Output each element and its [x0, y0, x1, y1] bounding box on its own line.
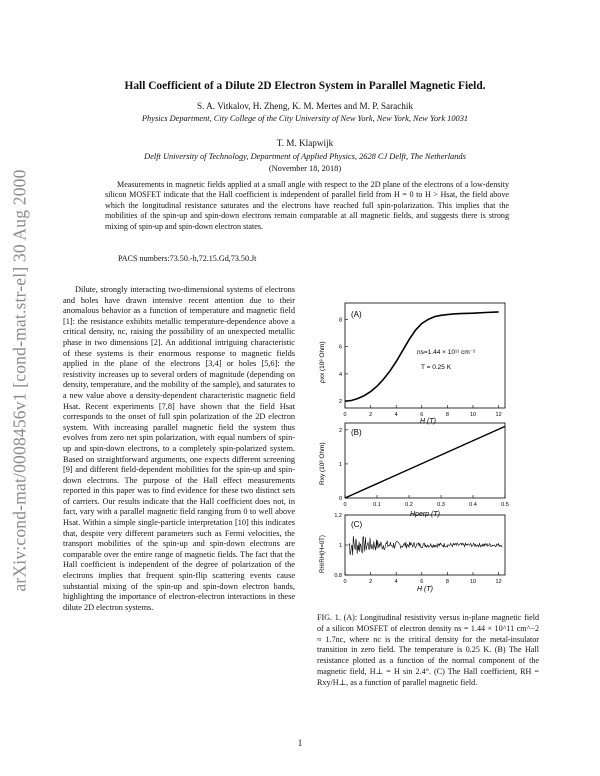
- panel-a-ytick-label: 6: [338, 344, 342, 351]
- affiliation-city-college: Physics Department, City College of the City University of New York, New York, New York 10031: [141, 114, 469, 123]
- panel-a-ytick-label: 2: [338, 399, 342, 406]
- panel-c-yticks: [334, 513, 348, 579]
- panel-b-xlabel: Hperp (T): [410, 511, 440, 518]
- panel-a-xticks: [343, 405, 501, 418]
- panel-a-ytick-label: 4: [338, 371, 342, 378]
- arxiv-stamp-text: arXiv:cond-mat/0008456v1 [cond-mat.str-el] 30 Aug 2000: [9, 168, 30, 592]
- panel-b-xtick-label: 0.1: [373, 502, 381, 508]
- panel-c: [320, 513, 505, 593]
- panel-c-xtick-label: 4: [394, 579, 398, 585]
- author-klapwijk: T. M. Klapwijk: [276, 138, 334, 148]
- paper-date: (November 18, 2018): [268, 164, 342, 173]
- panel-a-yticks: [339, 317, 348, 405]
- panel-c-xtick-label: 12: [495, 579, 502, 585]
- panel-a-xtick-label: 12: [495, 412, 502, 418]
- figure-caption: FIG. 1. (A): Longitudinal resistivity versus in-plane magnetic field of a silicon MOSFET of electron density ns = 1.44 × 10^11 cm^−2 ≈ 1.7nc, where nc is the critical density for the metal-insulator transition in zero field. The temperature is 0.25 K. (B) The Hall resistance plotted as a function of the normal component of the magnetic field, H⊥ = H sin 2.4°. (C) The Hall coefficient, RH = Rxy/H⊥, as a function of parallel magnetic field.: [317, 613, 539, 687]
- panel-c-xtick-label: 6: [420, 579, 424, 585]
- affiliation-delft: Delft University of Technology, Department of Applied Physics, 2628 CJ Delft, The Netherlands: [144, 152, 466, 161]
- panel-a-xtick-label: 6: [420, 412, 424, 418]
- panel-c-ytick-label: 1.2: [334, 513, 342, 519]
- panel-c-hall-coefficient-trace: [349, 536, 503, 555]
- panel-b-ylabel: Rxy (10³ Ohm): [319, 442, 326, 485]
- panel-b-xtick-label: 0.2: [405, 502, 413, 508]
- panel-b-xtick-label: 0.5: [501, 502, 509, 508]
- panel-c-xtick-label: 2: [369, 579, 373, 585]
- panel-a: [319, 303, 505, 425]
- abstract: Measurements in magnetic fields applied at a small angle with respect to the 2D plane of the electrons of a low-density silicon MOSFET indicate that the Hall coefficient is independent of parallel field from H = 0 to H > Hsat, the field above which the longitudinal resistance saturates and the electrons have reached full spin-polarization. This implies that the mobilities of the spin-up and spin-down electrons remain comparable at all magnetic fields, and suggests there is strong mixing of spin-up and spin-down electron states.: [105, 180, 509, 231]
- panel-c-xtick-label: 10: [469, 579, 477, 585]
- author-list: S. A. Vitkalov, H. Zheng, K. M. Mertes and M. P. Sarachik: [196, 101, 414, 111]
- panel-a-ylabel: ρxx (10³ Ohm): [319, 341, 326, 383]
- panel-a-xtick-label: 10: [469, 412, 477, 418]
- panel-b-ytick-label: 2: [338, 427, 342, 434]
- panel-a-density-annotation: ns=1.44 × 10¹¹ cm⁻²: [417, 349, 476, 356]
- figure-1-svg: [305, 295, 535, 595]
- panel-b: [319, 423, 509, 518]
- panel-a-xtick-label: 2: [369, 412, 373, 418]
- panel-b-ytick-label: 0: [338, 496, 342, 502]
- panel-a-xtick-label: 8: [445, 412, 449, 418]
- panel-a-label: (A): [351, 310, 362, 319]
- pacs-numbers: PACS numbers:73.50.-h,72.15.Gd,73.50.Jt: [118, 254, 257, 263]
- panel-b-hall-resistance-line: [345, 426, 505, 498]
- panel-c-xticks: [343, 572, 501, 585]
- panel-b-xtick-label: 0.3: [437, 502, 445, 508]
- panel-b-yticks: [339, 428, 348, 502]
- panel-a-xtick-label: 4: [394, 412, 398, 418]
- arxiv-identifier-stamp: [10, 150, 30, 610]
- panel-a-ytick-label: 8: [338, 317, 342, 324]
- panel-b-label: (B): [351, 428, 362, 437]
- paper-title: Hall Coefficient of a Dilute 2D Electron System in Parallel Magnetic Field.: [124, 80, 486, 92]
- panel-c-ytick-label: 1: [338, 543, 342, 549]
- panel-c-label: (C): [351, 520, 363, 529]
- body-paragraph: Dilute, strongly interacting two-dimensional systems of electrons and holes have drawn intensive recent attention due to their anomalous behavior as a function of temperature and magnetic field [1]: the resistance exhibits metallic temperature-dependence above a critical density, nc, raising the possibility of an unexpected metallic phase in two dimensions [2]. An additional intriguing characteristic of these systems is their enormous response to magnetic fields applied in the plane of the electrons [3,4] or holes [5,6]: the resistivity increases up to several orders of magnitude (depending on density, temperature, and the mobility of the sample), and saturates to a new value above a density-dependent characteristic magnetic field Hsat. Recent experiments [7,8] have shown that the field Hsat corresponds to the onset of full spin polarization of the 2D electron system. With increasing parallel magnetic field the system thus evolves from zero net spin polarization, with equal numbers of spin-up and spin-down electrons, to a completely spin-polarized system. Based on straightforward arguments, one expects different screening [9] and different field-dependent mobilities for the spin-up and spin-down electrons. The purpose of the Hall effect measurements reported in this paper was to find evidence for these two distinct sets of carriers. Our results indicate that the Hall coefficient does not, in fact, vary with a parallel magnetic field ranging from 0 to well above Hsat. Within a simple single-particle interpretation [10] this indicates that, despite very different parameters such as Fermi velocities, the transport mobilities of the spin-up and spin-down electrons are comparable over the entire range of magnetic fields. The fact that the Hall coefficient is independent of the degree of polarization of the electrons implies that frequent spin-flip scattering events cause substantial mixing of the spin-up and spin-down electron bands, highlighting the importance of electron-electron interactions in these dilute 2D electron systems.: [63, 285, 295, 612]
- panel-a-xlabel: H (T): [420, 418, 436, 425]
- panel-b-xtick-label: 0.4: [469, 502, 477, 508]
- panel-a-xtick-label: 0: [343, 412, 347, 418]
- panel-c-ytick-label: 0.8: [334, 573, 342, 579]
- panel-c-xtick-label: 8: [445, 579, 449, 585]
- page-number: 1: [297, 738, 303, 748]
- panel-c-xtick-label: 0: [343, 579, 347, 585]
- panel-b-xticks: [343, 495, 508, 508]
- panel-c-ylabel: RH/RH(H=0T): [320, 535, 326, 573]
- figure-1: [305, 295, 535, 595]
- panel-c-xlabel: H (T): [417, 586, 433, 593]
- panel-b-ytick-label: 1: [338, 461, 342, 468]
- panel-a-temperature-annotation: T = 0.25 K: [421, 364, 452, 371]
- panel-b-xtick-label: 0: [343, 502, 347, 508]
- panel-a-resistivity-curve: [345, 312, 499, 401]
